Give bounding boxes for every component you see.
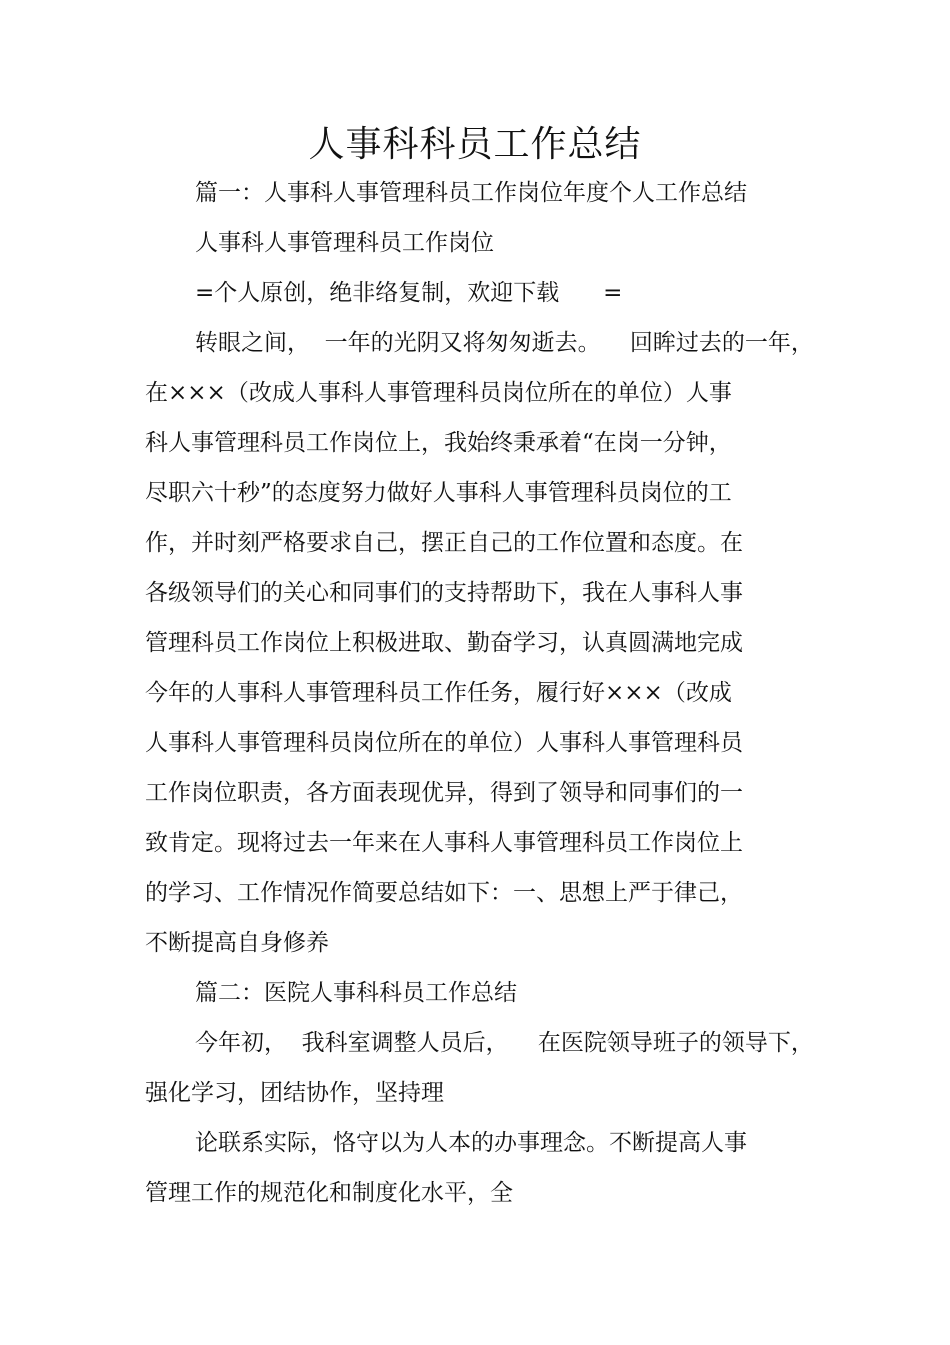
paragraph-line: 论联系实际，恪守以为人本的办事理念。不断提高人事: [195, 1130, 747, 1156]
paragraph-line: 致肯定。现将过去一年来在人事科人事管理科员工作岗位上: [145, 830, 743, 856]
paragraph-line: 尽职六十秒”的态度努力做好人事科人事管理科员岗位的工: [145, 480, 732, 506]
paragraph-line: 工作岗位职责，各方面表现优异，得到了领导和同事们的一: [145, 780, 743, 806]
paragraph-line: 管理工作的规范化和制度化水平，全: [145, 1180, 513, 1206]
section-heading-1: 篇一：人事科人事管理科员工作岗位年度个人工作总结: [195, 180, 747, 206]
paragraph-line: 科人事管理科员工作岗位上，我始终秉承着“在岗一分钟，: [145, 430, 732, 456]
paragraph-line: 的学习、工作情况作简要总结如下：一、思想上严于律己，: [145, 880, 743, 906]
document-title: 人事科科员工作总结: [308, 124, 642, 165]
paragraph-line: 人事科人事管理科员岗位所在的单位）人事科人事管理科员: [145, 730, 743, 756]
paragraph-line: 作，并时刻严格要求自己，摆正自己的工作位置和态度。在: [145, 530, 743, 556]
section-heading-2: 篇二：医院人事科科员工作总结: [195, 980, 517, 1006]
paragraph-line: 今年初， 我科室调整人员后， 在医院领导班子的领导下，: [195, 1030, 814, 1056]
paragraph-line: 今年的人事科人事管理科员工作任务，履行好×××（改成: [145, 680, 732, 706]
paragraph-line: 在×××（改成人事科人事管理科员岗位所在的单位）人事: [145, 380, 732, 406]
paragraph-line: 各级领导们的关心和同事们的支持帮助下，我在人事科人事: [145, 580, 743, 606]
subheading: 人事科人事管理科员工作岗位: [195, 230, 494, 256]
paragraph-line: 转眼之间， 一年的光阴又将匆匆逝去。 回眸过去的一年，: [195, 330, 814, 356]
notice-line: =个人原创，绝非络复制，欢迎下载 =: [195, 280, 623, 306]
paragraph-line: 强化学习，团结协作，坚持理: [145, 1080, 444, 1106]
paragraph-line: 不断提高自身修养: [145, 930, 329, 956]
paragraph-line: 管理科员工作岗位上积极进取、勤奋学习，认真圆满地完成: [145, 630, 743, 656]
